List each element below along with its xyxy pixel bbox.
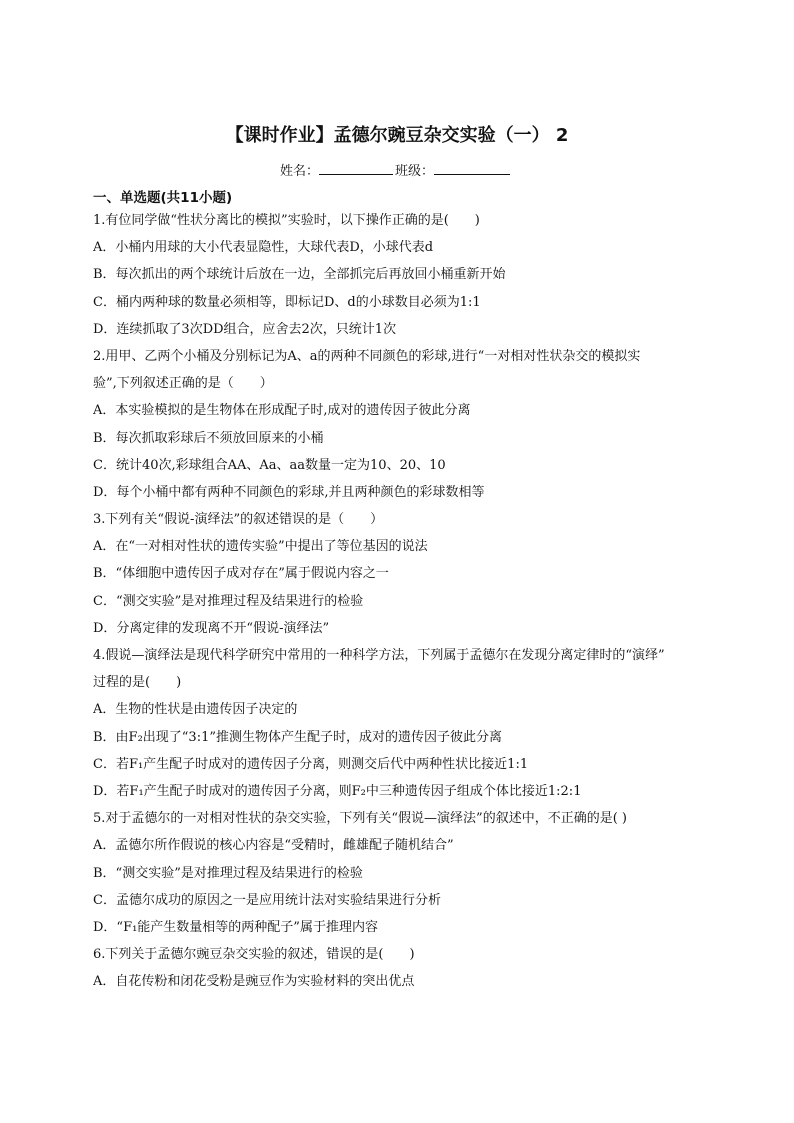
class-label: 班级： <box>395 164 435 179</box>
section-heading: 一、单选题(共11小题) <box>93 190 233 206</box>
question-stem: 过程的是( ) <box>93 675 182 691</box>
page-title: 【课时作业】孟德尔豌豆杂交实验（一） 2 <box>225 125 569 146</box>
name-label: 姓名： <box>280 164 320 179</box>
question-2 <box>93 343 713 506</box>
question-stem: 5.对于孟德尔的一对相对性状的杂交实验，下列有关“假说—演绎法”的叙述中，不正确的是( ) <box>93 811 627 827</box>
question-stem: 6.下列关于孟德尔豌豆杂交实验的叙述，错误的是( ) <box>93 947 415 963</box>
question-stem: 4.假说—演绎法是现代科学研究中常用的一种科学方法，下列属于孟德尔在发现分离定律时的“演绎” <box>93 648 665 663</box>
answer-option[interactable]: A．生物的性状是由遗传因子决定的 <box>93 702 298 718</box>
answer-option[interactable]: A．孟德尔所作假说的核心内容是“受精时，雌雄配子随机结合” <box>93 838 454 854</box>
class-blank-field[interactable] <box>434 162 510 175</box>
answer-option[interactable]: B．“测交实验”是对推理过程及结果进行的检验 <box>93 865 363 881</box>
question-list <box>93 207 713 995</box>
question-3 <box>93 506 713 642</box>
answer-option[interactable]: D．连续抓取了3次DD组合，应舍去2次，只统计1次 <box>93 321 397 337</box>
question-stem: 1.有位同学做“性状分离比的模拟”实验时，以下操作正确的是( ) <box>93 213 480 228</box>
answer-option[interactable]: C．“测交实验”是对推理过程及结果进行的检验 <box>93 593 364 609</box>
answer-option[interactable]: B．“体细胞中遗传因子成对存在”属于假说内容之一 <box>93 566 389 582</box>
student-info-bar <box>280 160 580 179</box>
answer-option[interactable]: C．若F₁产生配子时成对的遗传因子分离，则测交后代中两种性状比接近1:1 <box>93 756 529 772</box>
answer-option[interactable]: B．每次抓取彩球后不须放回原来的小桶 <box>93 430 324 446</box>
answer-option[interactable]: A．小桶内用球的大小代表显隐性，大球代表D，小球代表d <box>93 240 434 256</box>
question-1 <box>93 207 713 343</box>
answer-option[interactable]: A．自花传粉和闭花受粉是豌豆作为实验材料的突出优点 <box>93 974 415 990</box>
answer-option[interactable]: D．每个小桶中都有两种不同颜色的彩球,并且两种颜色的彩球数相等 <box>93 484 485 500</box>
question-stem: 验”,下列叙述正确的是（ ） <box>93 376 273 392</box>
question-6 <box>93 941 713 995</box>
answer-option[interactable]: A．本实验模拟的是生物体在形成配子时,成对的遗传因子彼此分离 <box>93 403 471 419</box>
answer-option[interactable]: C．统计40次,彩球组合AA、Aa、aa数量一定为10、20、10 <box>93 457 446 473</box>
answer-option[interactable]: B．由F₂出现了“3:1”推测生物体产生配子时，成对的遗传因子彼此分离 <box>93 729 502 745</box>
answer-option[interactable]: D．分离定律的发现离不开“假说-演绎法” <box>93 620 330 636</box>
answer-option[interactable]: C．桶内两种球的数量必须相等，即标记D、d的小球数目必须为1:1 <box>93 294 481 310</box>
answer-option[interactable]: C．孟德尔成功的原因之一是应用统计法对实验结果进行分析 <box>93 892 441 908</box>
answer-option[interactable]: A．在“一对相对性状的遗传实验”中提出了等位基因的说法 <box>93 539 428 555</box>
question-stem: 2.用甲、乙两个小桶及分别标记为A、a的两种不同颜色的彩球,进行“一对相对性状杂交的模拟实 <box>93 348 641 364</box>
answer-option[interactable]: D．“F₁能产生数量相等的两种配子”属于推理内容 <box>93 919 378 935</box>
answer-option[interactable]: D．若F₁产生配子时成对的遗传因子分离，则F₂中三种遗传因子组成个体比接近1:2:1 <box>93 783 582 799</box>
question-4 <box>93 642 713 805</box>
answer-option[interactable]: B．每次抓出的两个球统计后放在一边，全部抓完后再放回小桶重新开始 <box>93 267 506 283</box>
question-5 <box>93 805 713 941</box>
name-blank-field[interactable] <box>319 162 393 175</box>
question-stem: 3.下列有关“假说-演绎法”的叙述错误的是（ ） <box>93 512 384 528</box>
